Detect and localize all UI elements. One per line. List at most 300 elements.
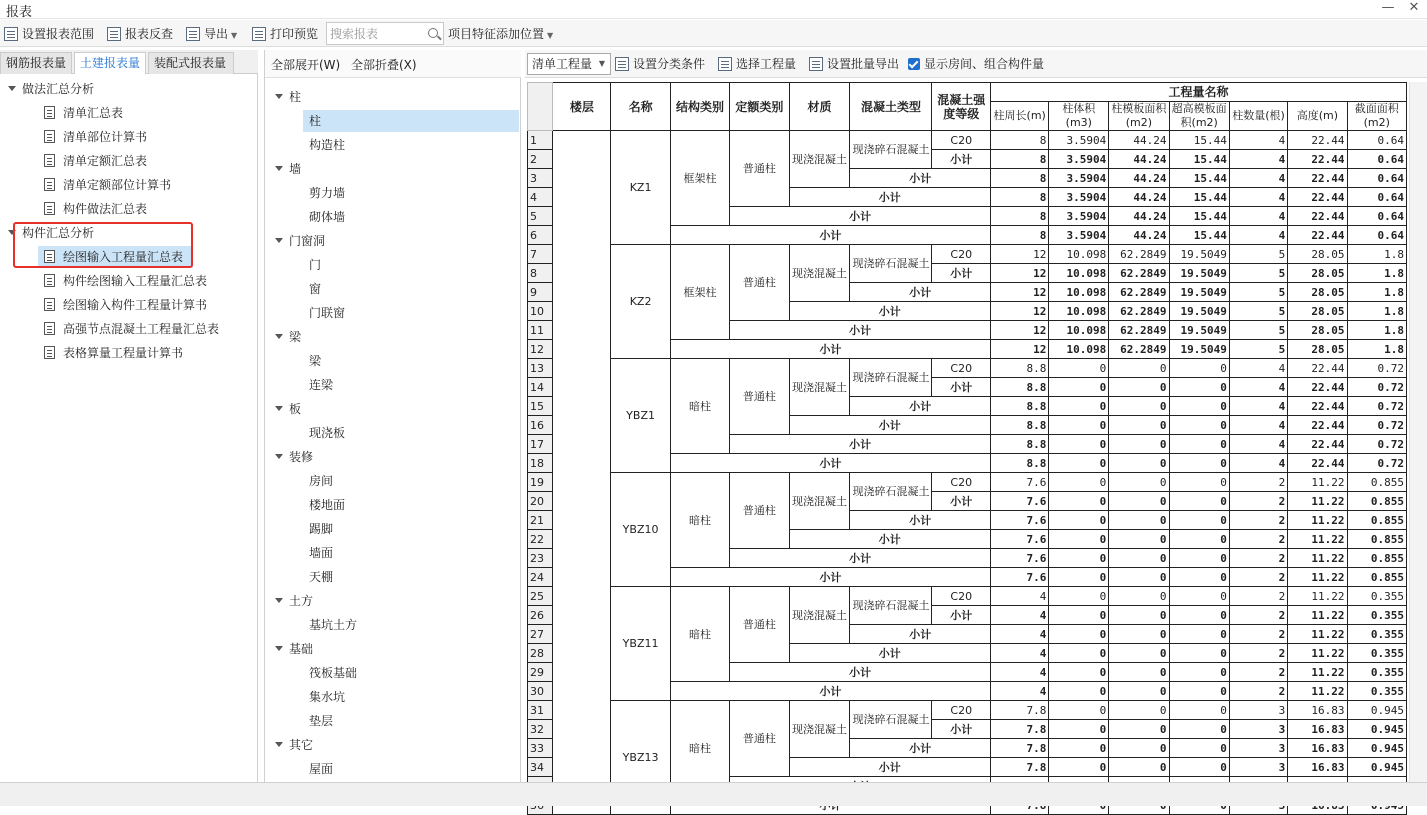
cell-value[interactable]: 22.44 xyxy=(1288,435,1347,454)
cell-value[interactable]: 7.6 xyxy=(991,568,1049,587)
cell-value[interactable]: 8.8 xyxy=(991,359,1049,378)
cell-subtotal[interactable]: 小计 xyxy=(932,150,991,169)
cell-value[interactable]: 12 xyxy=(991,302,1049,321)
cell-value[interactable]: 4 xyxy=(1229,378,1287,397)
cell-struct-type[interactable]: 框架柱 xyxy=(670,131,729,226)
cell-value[interactable]: 44.24 xyxy=(1109,188,1169,207)
cell-value[interactable]: 3 xyxy=(1229,720,1287,739)
cell-value[interactable]: 0 xyxy=(1109,663,1169,682)
cell-value[interactable]: 22.44 xyxy=(1288,188,1347,207)
cell-value[interactable]: 62.2849 xyxy=(1109,245,1169,264)
cell-value[interactable]: 12 xyxy=(991,321,1049,340)
cell-value[interactable]: 16.83 xyxy=(1288,758,1347,777)
cell-value[interactable]: 62.2849 xyxy=(1109,340,1169,359)
cell-value[interactable]: 0 xyxy=(1109,549,1169,568)
cell-value[interactable]: 0 xyxy=(1049,644,1109,663)
cell-value[interactable]: 4 xyxy=(1229,435,1287,454)
cell-value[interactable]: 0 xyxy=(1169,682,1229,701)
cell-component-name[interactable]: YBZ11 xyxy=(611,587,671,701)
expand-all-button[interactable]: 全部展开(W) xyxy=(271,58,341,72)
show-rooms-checkbox[interactable] xyxy=(908,54,1044,74)
cell-value[interactable]: 19.5049 xyxy=(1169,245,1229,264)
cell-value[interactable]: 7.6 xyxy=(991,549,1049,568)
cell-value[interactable]: 11.22 xyxy=(1288,568,1347,587)
cell-value[interactable]: 4 xyxy=(991,606,1049,625)
feature-position-dropdown[interactable] xyxy=(448,24,553,44)
cell-value[interactable]: 22.44 xyxy=(1288,207,1347,226)
cell-value[interactable]: 22.44 xyxy=(1288,397,1347,416)
cell-value[interactable]: 4 xyxy=(1229,169,1287,188)
cell-value[interactable]: 19.5049 xyxy=(1169,283,1229,302)
cell-value[interactable]: 11.22 xyxy=(1288,549,1347,568)
review-button[interactable] xyxy=(107,24,173,44)
cell-struct-type[interactable]: 暗柱 xyxy=(670,473,729,568)
component-group[interactable] xyxy=(275,590,313,612)
cell-grade[interactable]: C20 xyxy=(932,359,991,378)
cell-value[interactable]: 16.83 xyxy=(1288,701,1347,720)
component-item[interactable] xyxy=(309,566,333,588)
cell-quota-type[interactable]: 普通柱 xyxy=(730,245,789,321)
cell-value[interactable]: 8 xyxy=(991,131,1049,150)
cell-value[interactable]: 7.8 xyxy=(991,758,1049,777)
report-grid[interactable] xyxy=(527,82,1407,782)
cell-value[interactable]: 0 xyxy=(1109,473,1169,492)
cell-value[interactable]: 0.355 xyxy=(1347,682,1406,701)
cell-value[interactable]: 4 xyxy=(1229,416,1287,435)
cell-value[interactable]: 3.5904 xyxy=(1049,131,1109,150)
cell-value[interactable]: 0 xyxy=(1109,359,1169,378)
cell-value[interactable]: 0.355 xyxy=(1347,663,1406,682)
cell-value[interactable]: 28.05 xyxy=(1288,302,1347,321)
cell-value[interactable]: 2 xyxy=(1229,568,1287,587)
cell-quota-type[interactable]: 普通柱 xyxy=(730,359,789,435)
cell-struct-type[interactable]: 框架柱 xyxy=(670,245,729,340)
cell-value[interactable]: 0 xyxy=(1109,682,1169,701)
cell-value[interactable]: 1.8 xyxy=(1347,340,1406,359)
cell-concrete-type[interactable]: 现浇碎石混凝土 xyxy=(850,245,932,283)
cell-value[interactable]: 4 xyxy=(991,587,1049,606)
cell-value[interactable]: 22.44 xyxy=(1288,131,1347,150)
cell-value[interactable]: 5 xyxy=(1229,340,1287,359)
component-item[interactable] xyxy=(309,254,321,276)
cell-value[interactable]: 0 xyxy=(1049,530,1109,549)
cell-value[interactable]: 10.098 xyxy=(1049,302,1109,321)
cell-value[interactable]: 10.098 xyxy=(1049,340,1109,359)
cell-value[interactable]: 0.72 xyxy=(1347,416,1406,435)
cell-component-name[interactable]: KZ1 xyxy=(611,131,671,245)
minimize-button[interactable]: — xyxy=(1381,0,1395,15)
cell-value[interactable]: 0 xyxy=(1109,739,1169,758)
cell-value[interactable]: 2 xyxy=(1229,473,1287,492)
cell-value[interactable]: 19.5049 xyxy=(1169,302,1229,321)
cell-subtotal[interactable]: 小计 xyxy=(730,435,991,454)
cell-concrete-type[interactable]: 现浇碎石混凝土 xyxy=(850,131,932,169)
cell-value[interactable]: 19.5049 xyxy=(1169,321,1229,340)
cell-value[interactable]: 0 xyxy=(1169,416,1229,435)
cell-value[interactable]: 0 xyxy=(1049,511,1109,530)
cell-value[interactable]: 0.855 xyxy=(1347,492,1406,511)
cell-value[interactable]: 12 xyxy=(991,340,1049,359)
tree-item[interactable] xyxy=(44,294,207,316)
cell-value[interactable]: 19.5049 xyxy=(1169,340,1229,359)
cell-value[interactable]: 0.64 xyxy=(1347,207,1406,226)
cell-value[interactable]: 0 xyxy=(1049,701,1109,720)
cell-value[interactable]: 15.44 xyxy=(1169,131,1229,150)
cell-subtotal[interactable]: 小计 xyxy=(932,264,991,283)
search-icon[interactable] xyxy=(428,28,438,38)
cell-value[interactable]: 0 xyxy=(1049,720,1109,739)
header-volume[interactable]: 柱体积(m3) xyxy=(1049,102,1109,131)
cell-value[interactable]: 7.6 xyxy=(991,530,1049,549)
cell-value[interactable]: 8 xyxy=(991,226,1049,245)
cell-value[interactable]: 11.22 xyxy=(1288,530,1347,549)
cell-struct-type[interactable]: 暗柱 xyxy=(670,701,729,796)
cell-value[interactable]: 0 xyxy=(1169,644,1229,663)
cell-value[interactable]: 22.44 xyxy=(1288,169,1347,188)
cell-quota-type[interactable]: 普通柱 xyxy=(730,587,789,663)
cell-value[interactable]: 7.8 xyxy=(991,701,1049,720)
cell-floor[interactable] xyxy=(553,131,611,815)
cell-value[interactable]: 0 xyxy=(1169,701,1229,720)
cell-value[interactable]: 8 xyxy=(991,169,1049,188)
cell-value[interactable]: 0 xyxy=(1049,739,1109,758)
tab-prefab[interactable]: 装配式报表量 xyxy=(148,52,234,74)
header-concrete-type[interactable]: 混凝土类型 xyxy=(850,83,932,131)
cell-value[interactable]: 0.64 xyxy=(1347,226,1406,245)
cell-value[interactable]: 0.64 xyxy=(1347,188,1406,207)
cell-value[interactable]: 10.098 xyxy=(1049,245,1109,264)
component-item[interactable] xyxy=(309,134,345,156)
cell-value[interactable]: 8 xyxy=(991,207,1049,226)
cell-value[interactable]: 8.8 xyxy=(991,454,1049,473)
cell-value[interactable]: 15.44 xyxy=(1169,169,1229,188)
cell-subtotal[interactable]: 小计 xyxy=(932,378,991,397)
cell-value[interactable]: 1.8 xyxy=(1347,245,1406,264)
cell-subtotal[interactable]: 小计 xyxy=(850,511,991,530)
cell-subtotal[interactable]: 小计 xyxy=(789,188,990,207)
cell-value[interactable]: 0.72 xyxy=(1347,397,1406,416)
cell-component-name[interactable]: YBZ10 xyxy=(611,473,671,587)
cell-value[interactable]: 0.72 xyxy=(1347,435,1406,454)
cell-value[interactable]: 0 xyxy=(1109,454,1169,473)
cell-value[interactable]: 0 xyxy=(1049,663,1109,682)
cell-value[interactable]: 4 xyxy=(991,644,1049,663)
component-item[interactable] xyxy=(309,278,321,300)
cell-value[interactable]: 12 xyxy=(991,283,1049,302)
cell-value[interactable]: 1.8 xyxy=(1347,321,1406,340)
cell-subtotal[interactable]: 小计 xyxy=(789,644,990,663)
cell-value[interactable]: 0 xyxy=(1109,416,1169,435)
cell-value[interactable]: 0 xyxy=(1169,606,1229,625)
cell-value[interactable]: 0 xyxy=(1049,682,1109,701)
cell-subtotal[interactable]: 小计 xyxy=(670,682,990,701)
component-item[interactable] xyxy=(309,662,357,684)
cell-value[interactable]: 2 xyxy=(1229,587,1287,606)
tab-civil[interactable]: 土建报表量 xyxy=(74,52,146,75)
cell-value[interactable]: 0 xyxy=(1109,758,1169,777)
cell-value[interactable]: 0 xyxy=(1049,587,1109,606)
cell-material[interactable]: 现浇混凝土 xyxy=(789,587,850,644)
cell-value[interactable]: 0 xyxy=(1109,644,1169,663)
collapse-all-button[interactable]: 全部折叠(X) xyxy=(351,58,417,72)
cell-value[interactable]: 11.22 xyxy=(1288,511,1347,530)
cell-subtotal[interactable]: 小计 xyxy=(850,169,991,188)
cell-value[interactable]: 0 xyxy=(1109,701,1169,720)
cell-value[interactable]: 0 xyxy=(1169,492,1229,511)
cell-value[interactable]: 0 xyxy=(1049,454,1109,473)
cell-value[interactable]: 2 xyxy=(1229,663,1287,682)
cell-value[interactable]: 11.22 xyxy=(1288,625,1347,644)
cell-value[interactable]: 0 xyxy=(1109,492,1169,511)
component-item[interactable] xyxy=(309,614,357,636)
close-button[interactable]: ✕ xyxy=(1408,0,1420,15)
header-formwork[interactable]: 柱模板面积(m2) xyxy=(1109,102,1169,131)
cell-value[interactable]: 11.22 xyxy=(1288,606,1347,625)
cell-value[interactable]: 3.5904 xyxy=(1049,150,1109,169)
cell-value[interactable]: 44.24 xyxy=(1109,169,1169,188)
component-item[interactable] xyxy=(309,758,333,780)
cell-value[interactable]: 22.44 xyxy=(1288,454,1347,473)
cell-subtotal[interactable]: 小计 xyxy=(789,530,990,549)
cell-value[interactable]: 28.05 xyxy=(1288,245,1347,264)
cell-value[interactable]: 0.855 xyxy=(1347,530,1406,549)
cell-value[interactable]: 7.6 xyxy=(991,511,1049,530)
cell-material[interactable]: 现浇混凝土 xyxy=(789,359,850,416)
cell-value[interactable]: 0 xyxy=(1109,435,1169,454)
cell-grade[interactable]: C20 xyxy=(932,587,991,606)
cell-value[interactable]: 4 xyxy=(991,682,1049,701)
cell-value[interactable]: 0 xyxy=(1049,416,1109,435)
cell-value[interactable]: 0 xyxy=(1049,549,1109,568)
cell-subtotal[interactable]: 小计 xyxy=(850,397,991,416)
cell-value[interactable]: 0 xyxy=(1169,549,1229,568)
cell-value[interactable]: 0.855 xyxy=(1347,473,1406,492)
cell-value[interactable]: 19.5049 xyxy=(1169,264,1229,283)
cell-value[interactable]: 8.8 xyxy=(991,378,1049,397)
cell-value[interactable]: 28.05 xyxy=(1288,264,1347,283)
component-item[interactable] xyxy=(309,302,345,324)
component-item[interactable] xyxy=(309,350,321,372)
component-group[interactable] xyxy=(275,734,313,756)
cell-value[interactable]: 44.24 xyxy=(1109,207,1169,226)
cell-value[interactable]: 4 xyxy=(991,625,1049,644)
cell-value[interactable]: 8 xyxy=(991,188,1049,207)
cell-value[interactable]: 12 xyxy=(991,264,1049,283)
cell-value[interactable]: 8.8 xyxy=(991,435,1049,454)
header-perimeter[interactable]: 柱周长(m) xyxy=(991,102,1049,131)
component-item[interactable] xyxy=(309,374,333,396)
cell-value[interactable]: 0 xyxy=(1109,530,1169,549)
vertical-scrollbar[interactable] xyxy=(1409,82,1427,782)
cell-grade[interactable]: C20 xyxy=(932,473,991,492)
cell-value[interactable]: 28.05 xyxy=(1288,340,1347,359)
cell-value[interactable]: 2 xyxy=(1229,549,1287,568)
cell-quota-type[interactable]: 普通柱 xyxy=(730,473,789,549)
cell-material[interactable]: 现浇混凝土 xyxy=(789,701,850,758)
cell-component-name[interactable]: KZ2 xyxy=(611,245,671,359)
cell-value[interactable]: 16.83 xyxy=(1288,739,1347,758)
cell-value[interactable]: 2 xyxy=(1229,606,1287,625)
cell-material[interactable]: 现浇混凝土 xyxy=(789,131,850,188)
cell-value[interactable]: 0.72 xyxy=(1347,378,1406,397)
cell-subtotal[interactable]: 小计 xyxy=(670,226,990,245)
cell-value[interactable]: 4 xyxy=(1229,359,1287,378)
header-quota-type[interactable]: 定额类别 xyxy=(730,83,789,131)
cell-value[interactable]: 0 xyxy=(1169,378,1229,397)
component-item[interactable] xyxy=(309,710,333,732)
cell-value[interactable]: 0 xyxy=(1109,720,1169,739)
cell-value[interactable]: 0 xyxy=(1169,359,1229,378)
cell-component-name[interactable]: YBZ13 xyxy=(611,701,671,815)
header-high-formwork[interactable]: 超高模板面积(m2) xyxy=(1169,102,1229,131)
cell-value[interactable]: 0 xyxy=(1169,530,1229,549)
cell-value[interactable]: 0 xyxy=(1049,359,1109,378)
cell-value[interactable]: 0 xyxy=(1169,663,1229,682)
cell-value[interactable]: 3.5904 xyxy=(1049,226,1109,245)
component-group[interactable] xyxy=(275,638,313,660)
cell-value[interactable]: 15.44 xyxy=(1169,226,1229,245)
cell-value[interactable]: 15.44 xyxy=(1169,150,1229,169)
cell-struct-type[interactable]: 暗柱 xyxy=(670,587,729,682)
cell-value[interactable]: 62.2849 xyxy=(1109,283,1169,302)
cell-value[interactable]: 0.945 xyxy=(1347,758,1406,777)
cell-grade[interactable]: C20 xyxy=(932,701,991,720)
cell-value[interactable]: 1.8 xyxy=(1347,283,1406,302)
cell-value[interactable]: 2 xyxy=(1229,644,1287,663)
header-struct-type[interactable]: 结构类别 xyxy=(670,83,729,131)
cell-value[interactable]: 11.22 xyxy=(1288,682,1347,701)
tree-item[interactable] xyxy=(44,150,147,172)
component-group[interactable] xyxy=(275,398,301,420)
cell-value[interactable]: 4 xyxy=(991,663,1049,682)
cell-concrete-type[interactable]: 现浇碎石混凝土 xyxy=(850,701,932,739)
header-floor[interactable]: 楼层 xyxy=(553,83,611,131)
component-item[interactable] xyxy=(309,686,345,708)
cell-value[interactable]: 2 xyxy=(1229,530,1287,549)
component-group[interactable] xyxy=(275,446,313,468)
cell-value[interactable]: 0.72 xyxy=(1347,454,1406,473)
cell-value[interactable]: 2 xyxy=(1229,625,1287,644)
cell-concrete-type[interactable]: 现浇碎石混凝土 xyxy=(850,473,932,511)
cell-value[interactable]: 0 xyxy=(1049,397,1109,416)
component-item[interactable] xyxy=(309,518,333,540)
cell-value[interactable]: 7.6 xyxy=(991,473,1049,492)
cell-value[interactable]: 11.22 xyxy=(1288,663,1347,682)
cell-value[interactable]: 3.5904 xyxy=(1049,169,1109,188)
cell-value[interactable]: 0.855 xyxy=(1347,568,1406,587)
cell-value[interactable]: 0 xyxy=(1109,397,1169,416)
cell-concrete-type[interactable]: 现浇碎石混凝土 xyxy=(850,587,932,625)
cell-value[interactable]: 0.855 xyxy=(1347,549,1406,568)
cell-grade[interactable]: C20 xyxy=(932,245,991,264)
cell-value[interactable]: 3.5904 xyxy=(1049,207,1109,226)
cell-value[interactable]: 3 xyxy=(1229,758,1287,777)
cell-value[interactable]: 7.8 xyxy=(991,739,1049,758)
cell-value[interactable]: 0.355 xyxy=(1347,644,1406,663)
cell-value[interactable]: 11.22 xyxy=(1288,644,1347,663)
component-group[interactable] xyxy=(275,86,301,108)
cell-value[interactable]: 4 xyxy=(1229,454,1287,473)
cell-value[interactable]: 12 xyxy=(991,245,1049,264)
cell-subtotal[interactable]: 小计 xyxy=(730,549,991,568)
component-group[interactable] xyxy=(275,158,301,180)
cell-value[interactable]: 8.8 xyxy=(991,416,1049,435)
component-item[interactable] xyxy=(309,542,333,564)
cell-value[interactable]: 2 xyxy=(1229,492,1287,511)
cell-value[interactable]: 0 xyxy=(1169,739,1229,758)
cell-value[interactable]: 4 xyxy=(1229,131,1287,150)
component-item[interactable] xyxy=(309,206,345,228)
cell-value[interactable]: 0 xyxy=(1169,397,1229,416)
cell-value[interactable]: 4 xyxy=(1229,188,1287,207)
component-item[interactable] xyxy=(309,182,345,204)
cell-value[interactable]: 10.098 xyxy=(1049,283,1109,302)
print-preview-button[interactable] xyxy=(252,24,318,44)
cell-value[interactable]: 4 xyxy=(1229,397,1287,416)
cell-subtotal[interactable]: 小计 xyxy=(932,492,991,511)
cell-value[interactable]: 8 xyxy=(991,150,1049,169)
cell-value[interactable]: 0 xyxy=(1109,606,1169,625)
cell-struct-type[interactable]: 暗柱 xyxy=(670,359,729,454)
cell-value[interactable]: 8.8 xyxy=(991,397,1049,416)
cell-value[interactable]: 22.44 xyxy=(1288,416,1347,435)
cell-value[interactable]: 3 xyxy=(1229,701,1287,720)
batch-export-button[interactable] xyxy=(809,54,899,74)
tree-group-method-summary[interactable] xyxy=(8,78,94,100)
tab-rebar[interactable]: 钢筋报表量 xyxy=(0,52,72,74)
cell-material[interactable]: 现浇混凝土 xyxy=(789,473,850,530)
cell-value[interactable]: 0.855 xyxy=(1347,511,1406,530)
cell-value[interactable]: 0 xyxy=(1049,625,1109,644)
cell-value[interactable]: 0 xyxy=(1169,720,1229,739)
cell-value[interactable]: 0.355 xyxy=(1347,606,1406,625)
cell-value[interactable]: 44.24 xyxy=(1109,226,1169,245)
cell-value[interactable]: 0 xyxy=(1169,568,1229,587)
cell-value[interactable]: 7.6 xyxy=(991,492,1049,511)
cell-value[interactable]: 0 xyxy=(1169,625,1229,644)
cell-value[interactable]: 2 xyxy=(1229,682,1287,701)
component-item[interactable] xyxy=(309,494,345,516)
tree-item[interactable] xyxy=(44,270,207,292)
cell-subtotal[interactable]: 小计 xyxy=(789,302,990,321)
cell-value[interactable]: 11.22 xyxy=(1288,492,1347,511)
tree-item[interactable] xyxy=(44,342,183,364)
cell-value[interactable]: 16.83 xyxy=(1288,720,1347,739)
cell-value[interactable]: 0.64 xyxy=(1347,169,1406,188)
cell-value[interactable]: 5 xyxy=(1229,264,1287,283)
cell-value[interactable]: 0 xyxy=(1049,435,1109,454)
cell-value[interactable]: 0 xyxy=(1169,435,1229,454)
cell-value[interactable]: 10.098 xyxy=(1049,321,1109,340)
cell-value[interactable]: 44.24 xyxy=(1109,131,1169,150)
cell-value[interactable]: 22.44 xyxy=(1288,378,1347,397)
tree-item[interactable] xyxy=(44,174,171,196)
cell-value[interactable]: 28.05 xyxy=(1288,321,1347,340)
cell-value[interactable]: 4 xyxy=(1229,226,1287,245)
cell-value[interactable]: 44.24 xyxy=(1109,150,1169,169)
tree-item[interactable] xyxy=(44,102,123,124)
cell-value[interactable]: 3 xyxy=(1229,739,1287,758)
cell-subtotal[interactable]: 小计 xyxy=(789,758,990,777)
cell-value[interactable]: 62.2849 xyxy=(1109,264,1169,283)
component-group[interactable] xyxy=(275,326,301,348)
header-quantity-group[interactable]: 工程量名称 xyxy=(991,83,1407,102)
header-height[interactable]: 高度(m) xyxy=(1288,102,1347,131)
cell-value[interactable]: 0 xyxy=(1049,473,1109,492)
cell-value[interactable]: 28.05 xyxy=(1288,283,1347,302)
set-range-button[interactable] xyxy=(4,24,94,44)
cell-value[interactable]: 0 xyxy=(1169,454,1229,473)
